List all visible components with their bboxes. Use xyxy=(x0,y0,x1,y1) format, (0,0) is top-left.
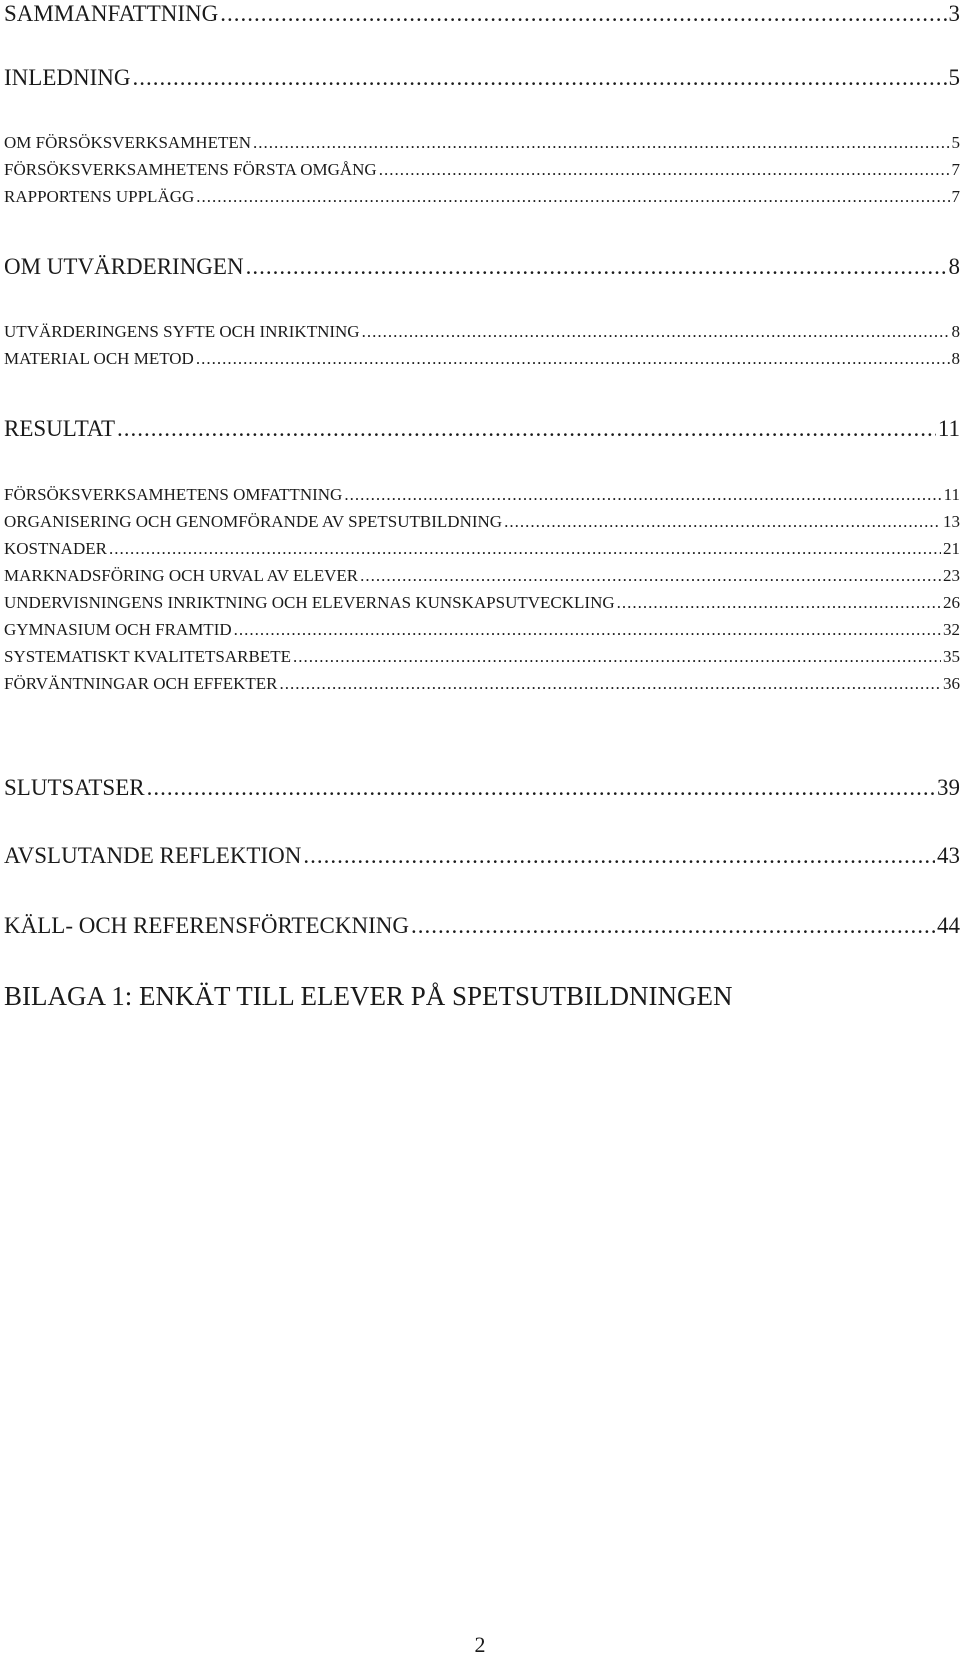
toc-entry-title: FÖRVÄNTNINGAR OCH EFFEKTER xyxy=(4,674,278,693)
toc-entry-kostnader[interactable] xyxy=(4,538,960,560)
toc-dot-leader xyxy=(253,132,949,154)
toc-entry-title: UNDERVISNINGENS INRIKTNING OCH ELEVERNAS KUNSKAPSUTVECKLING xyxy=(4,593,615,612)
toc-dot-leader xyxy=(117,415,936,443)
page-number: 2 xyxy=(474,1632,486,1657)
toc-dot-leader xyxy=(196,348,950,370)
toc-entry-title: FÖRSÖKSVERKSAMHETENS FÖRSTA OMGÅNG xyxy=(4,160,377,179)
toc-dot-leader xyxy=(344,484,941,506)
toc-entry-title: ORGANISERING OCH GENOMFÖRANDE AV SPETSUTBILDNING xyxy=(4,512,503,531)
toc-entry-page: 26 xyxy=(943,593,960,612)
toc-dot-leader xyxy=(109,538,941,560)
toc-entry-sammanfattning[interactable] xyxy=(4,0,960,28)
toc-entry-page: 39 xyxy=(937,775,960,800)
toc-entry-omfattning[interactable] xyxy=(4,484,960,506)
toc-entry-gymnasium-och-framtid[interactable] xyxy=(4,619,960,641)
toc-entry-title: FÖRSÖKSVERKSAMHETENS OMFATTNING xyxy=(4,485,343,504)
toc-entry-title: RAPPORTENS UPPLÄGG xyxy=(4,187,195,206)
toc-entry-forsta-omgang[interactable] xyxy=(4,159,960,181)
toc-entry-title: OM FÖRSÖKSVERKSAMHETEN xyxy=(4,133,252,152)
toc-entry-title: AVSLUTANDE REFLEKTION xyxy=(4,843,302,868)
toc-entry-title: MATERIAL OCH METOD xyxy=(4,349,194,368)
toc-entry-page: 43 xyxy=(937,843,960,868)
toc-entry-title: SLUTSATSER xyxy=(4,775,145,800)
toc-entry-title: RESULTAT xyxy=(4,416,116,441)
toc-entry-title: MARKNADSFÖRING OCH URVAL AV ELEVER xyxy=(4,566,359,585)
toc-entry-page: 8 xyxy=(951,322,960,341)
toc-entry-forvantningar[interactable] xyxy=(4,673,960,695)
toc-dot-leader xyxy=(132,64,946,92)
toc-entry-title: SYSTEMATISKT KVALITETSARBETE xyxy=(4,647,291,666)
toc-dot-leader xyxy=(196,186,949,208)
toc-dot-leader xyxy=(379,159,950,181)
toc-entry-title: SAMMANFATTNING xyxy=(4,1,219,26)
toc-entry-om-forsoksverksamheten[interactable] xyxy=(4,132,960,154)
toc-entry-page: 21 xyxy=(943,539,960,558)
appendix-heading: BILAGA 1: ENKÄT TILL ELEVER PÅ SPETSUTBILDNINGEN xyxy=(4,981,733,1011)
toc-entry-inledning[interactable] xyxy=(4,64,960,92)
toc-dot-leader xyxy=(303,842,935,870)
toc-entry-resultat[interactable] xyxy=(4,415,960,443)
toc-dot-leader xyxy=(220,0,946,28)
toc-entry-page: 32 xyxy=(943,620,960,639)
toc-entry-marknadsforing[interactable] xyxy=(4,565,960,587)
toc-entry-page: 36 xyxy=(943,674,960,693)
toc-entry-page: 8 xyxy=(951,349,960,368)
toc-dot-leader xyxy=(411,912,935,940)
toc-entry-page: 7 xyxy=(951,187,960,206)
toc-dot-leader xyxy=(280,673,942,695)
toc-entry-page: 5 xyxy=(948,65,960,90)
toc-entry-title: GYMNASIUM OCH FRAMTID xyxy=(4,620,232,639)
toc-entry-page: 44 xyxy=(937,913,960,938)
toc-dot-leader xyxy=(504,511,941,533)
toc-entry-page: 7 xyxy=(951,160,960,179)
toc-entry-syfte-och-inriktning[interactable] xyxy=(4,321,960,343)
toc-entry-undervisningens-inriktning[interactable] xyxy=(4,592,960,614)
toc-entry-title: UTVÄRDERINGENS SYFTE OCH INRIKTNING xyxy=(4,322,360,341)
toc-entry-organisering[interactable] xyxy=(4,511,960,533)
toc-entry-material-och-metod[interactable] xyxy=(4,348,960,370)
toc-dot-leader xyxy=(360,565,941,587)
toc-entry-title: KOSTNADER xyxy=(4,539,107,558)
toc-dot-leader xyxy=(246,253,947,281)
toc-entry-page: 11 xyxy=(943,485,960,504)
toc-dot-leader xyxy=(617,592,941,614)
toc-entry-slutsatser[interactable] xyxy=(4,774,960,802)
toc-dot-leader xyxy=(362,321,950,343)
toc-entry-page: 11 xyxy=(937,416,960,441)
toc-entry-page: 13 xyxy=(943,512,960,531)
toc-entry-kvalitetsarbete[interactable] xyxy=(4,646,960,668)
toc-entry-title: OM UTVÄRDERINGEN xyxy=(4,254,244,279)
toc-entry-title: INLEDNING xyxy=(4,65,131,90)
toc-entry-page: 3 xyxy=(948,1,960,26)
toc-dot-leader xyxy=(293,646,941,668)
toc-entry-page: 8 xyxy=(948,254,960,279)
toc-entry-page: 23 xyxy=(943,566,960,585)
toc-entry-rapportens-upplagg[interactable] xyxy=(4,186,960,208)
toc-dot-leader xyxy=(147,774,935,802)
toc-entry-avslutande-reflektion[interactable] xyxy=(4,842,960,870)
toc-dot-leader xyxy=(234,619,941,641)
toc-entry-page: 35 xyxy=(943,647,960,666)
toc-entry-title: KÄLL- OCH REFERENSFÖRTECKNING xyxy=(4,913,409,938)
toc-entry-kallforteckning[interactable] xyxy=(4,912,960,940)
toc-entry-om-utvarderingen[interactable] xyxy=(4,253,960,281)
toc-entry-page: 5 xyxy=(951,133,960,152)
